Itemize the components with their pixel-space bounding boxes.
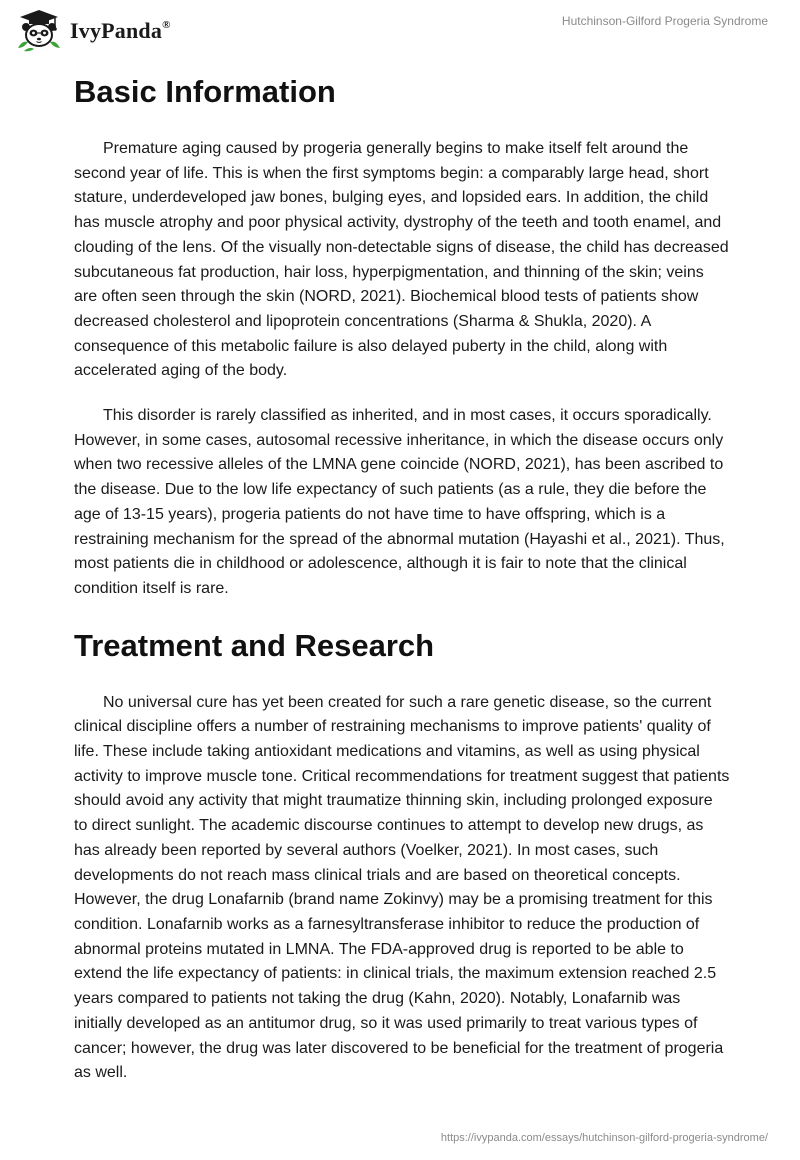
document-title: Hutchinson-Gilford Progeria Syndrome [561,14,768,28]
registered-mark: ® [162,18,171,31]
ivypanda-logo[interactable] [14,8,171,52]
panda-graduate-icon [14,8,64,52]
paragraph: No universal cure has yet been created for such a rare genetic disease, so the current clinical discipline offers a number of restraining mechanisms to improve patients' quality of life. These include taking antioxidant medications and vitamins, as well as using physical activity to improve muscle tone. Critical recommendations for treatment suggest that patients should avoid any activity that might traumatize thinning skin, including prolonged exposure to direct sunlight. The academic discourse continues to attempt to develop new drugs, as has already been reported by several authors (Voelker, 2021). In most cases, such developments do not reach mass clinical trials and are based on theoretical concepts. However, the drug Lonafarnib (brand name Zokinvy) may be a promising treatment for this condition. Lonafarnib works as a farnesyltransferase inhibitor to reduce the production of abnormal proteins mutated in LMNA. The FDA-approved drug is reported to be able to extend the life expectancy of patients: in clinical trials, the maximum extension reached 2.5 years compared to patients not taking the drug (Kahn, 2020). Notably, Lonafarnib was initially developed as an antitumor drug, so it was used primarily to treat various types of cancer; however, the drug was later discovered to be beneficial for the treatment of progeria as well. [74,693,730,1082]
section-heading-treatment-and-research: Treatment and Research [74,627,435,663]
source-url-link[interactable]: https://ivypanda.com/essays/hutchinson-gilford-progeria-syndrome/ [440,1132,768,1144]
section-heading-basic-information: Basic Information [74,74,336,109]
page-header [0,0,800,60]
paragraph: This disorder is rarely classified as inherited, and in most cases, it occurs sporadically. However, in some cases, autosomal recessive inheritance, in which the disease occurs only when two recessive alleles of the LMNA gene coincide (NORD, 2021), has been ascribed to the disease. Due to the low life expectancy of such patients (as a rule, they die before the age of 13-15 years), progeria patients do not have time to have offspring, which is a restraining mechanism for the spread of the abnormal mutation (Hayashi et al., 2021). Thus, most patients die in childhood or adolescence, although it is fair to note that the clinical condition itself is rare. [74,407,725,597]
essay-content [74,70,730,1086]
logo-wordmark: IvyPanda® [70,18,171,43]
paragraph: Premature aging caused by progeria generally begins to make itself felt around the second year of life. This is when the first symptoms begin: a comparably large head, short stature, underdeveloped jaw bones, bulging eyes, and lopsided ears. In addition, the child has muscle atrophy and poor physical activity, dystrophy of the teeth and tooth enamel, and clouding of the lens. Of the visually non-detectable signs of disease, the child has decreased subcutaneous fat production, hair loss, hyperpigmentation, and thinning of the skin; veins are often seen through the skin (NORD, 2021). Biochemical blood tests of patients show decreased cholesterol and lipoprotein concentrations (Sharma & Shukla, 2020). A consequence of this metabolic failure is also delayed puberty in the child, along with accelerated aging of the body. [74,140,729,380]
